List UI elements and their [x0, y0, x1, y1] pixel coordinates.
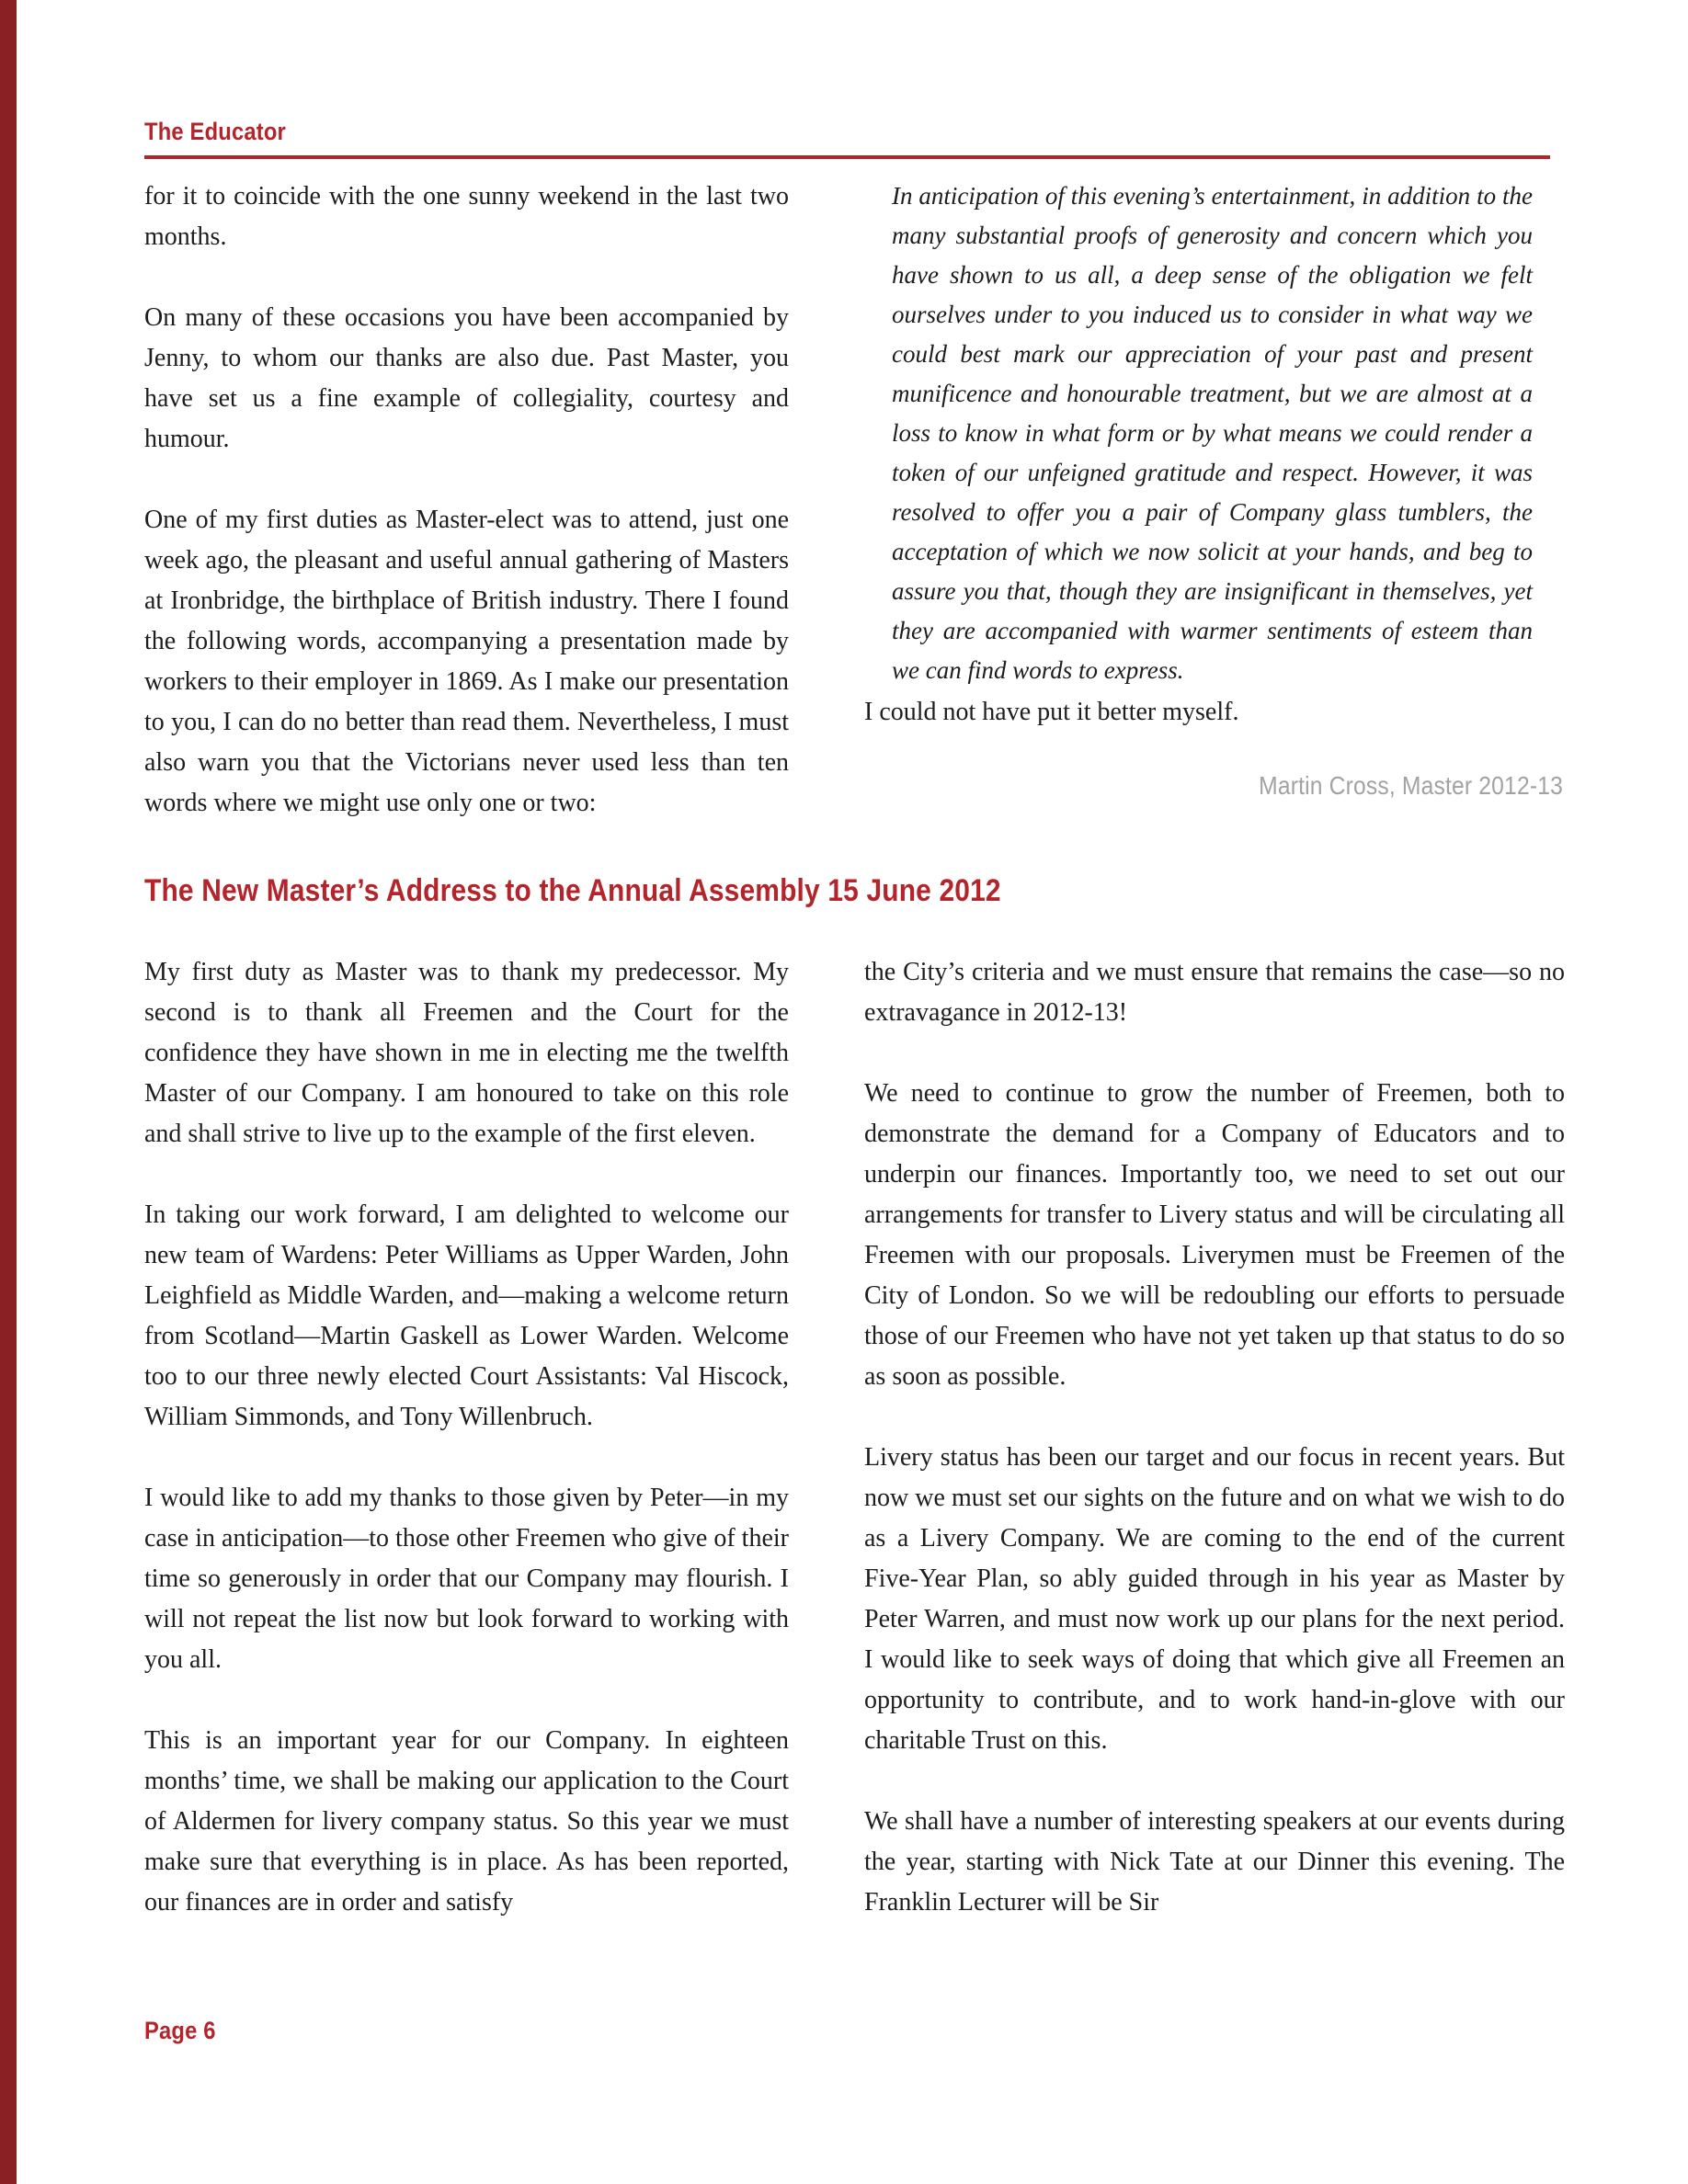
body-paragraph: We need to continue to grow the number of Freemen, both to demonstrate the demand for a Company of Educators and to underpin our finances. Importantly too, we need to set out our arrangements for transfer to Livery status and will be circulating all Freemen with our proposals. Liverymen must be Freemen of the City of London. So we will be redoubling our efforts to persuade those of our Freemen who have not yet taken up that status to do so as soon as possible. [864, 1079, 1565, 1391]
body-paragraph: I would like to add my thanks to those given by Peter—in my case in anticipation—to those other Freemen who give of their time so generously in order that our Company may flourish. I will not repeat the list now but look forward to working with you all. [144, 1484, 789, 1674]
body-paragraph: Livery status has been our target and our focus in recent years. But now we must set our sights on the future and on what we wish to do as a Livery Company. We are coming to the end of the current Five-Year Plan, so ably guided through in his year as Master by Peter Warren, and must now work up our plans for the next period. I would like to seek ways of doing that which give all Freemen an opportunity to contribute, and to work hand-in-glove with our charitable Trust on this. [864, 1443, 1565, 1755]
intro-left-column [144, 176, 789, 864]
attribution-text: Martin Cross, Master 2012-13 [1259, 771, 1563, 800]
page-number-text: Page 6 [144, 2017, 216, 2044]
page-number [144, 2017, 225, 2045]
masthead-title [144, 118, 305, 146]
body-paragraph: One of my first duties as Master-elect was to attend, just one week ago, the pleasant and useful annual gathering of Masters at Ironbridge, the birthplace of British industry. There I found the following words, accompanying a presentation made by workers to their employer in 1869. As I make our presentation to you, I can do no better than read them. Nevertheless, I must also warn you that the Victorians never used less than ten words where we might use only one or two: [144, 506, 789, 817]
body-paragraph: This is an important year for our Company. In eighteen months’ time, we shall be making our application to the Court of Aldermen for livery company status. So this year we must make sure that everything is in place. As has been reported, our finances are in order and satisfy [144, 1726, 789, 1917]
intro-right-column [864, 176, 1563, 801]
section-heading [144, 873, 1550, 909]
left-accent-bar [0, 0, 17, 2184]
masthead-title-text: The Educator [144, 118, 286, 145]
body-paragraph: My first duty as Master was to thank my predecessor. My second is to thank all Freemen and the Court for the confidence they have shown in me in electing me the twelfth Master of our Company. I am honoured to take on this role and shall strive to live up to the example of the first eleven. [144, 958, 789, 1148]
masthead-rule [144, 155, 1550, 159]
quote-followup: I could not have put it better myself. [864, 698, 1239, 726]
body-paragraph: On many of these occasions you have been accompanied by Jenny, to whom our thanks are also due. Past Master, you have set us a fine example of collegiality, courtesy and humour. [144, 303, 789, 453]
address-right-column [864, 952, 1565, 1963]
body-paragraph: for it to coincide with the one sunny weekend in the last two months. [144, 182, 789, 251]
attribution [864, 771, 1563, 801]
section-heading-text: The New Master’s Address to the Annual Assembly 15 June 2012 [144, 873, 1001, 908]
body-paragraph: We shall have a number of interesting speakers at our events during the year, starting with Nick Tate at our Dinner this evening. The Franklin Lecturer will be Sir [864, 1807, 1565, 1917]
body-paragraph: the City’s criteria and we must ensure that remains the case—so no extravagance in 2012-13! [864, 958, 1565, 1027]
address-left-column [144, 952, 789, 1963]
victorian-quote: In anticipation of this evening’s entertainment, in addition to the many substantial proofs of generosity and concern which you have shown to us all, a deep sense of the obligation we felt ourselves under to you induced us to consider in what way we could best mark our appreciation of your past and present munificence and honourable treatment, but we are almost at a loss to know in what form or by what means we could render a token of our unfeigned gratitude and respect. However, it was resolved to offer you a pair of Company glass tumblers, the acceptation of which we now solicit at your hands, and beg to assure you that, though they are insignificant in themselves, yet they are accompanied with warmer sentiments of esteem than we can find words to express. [892, 182, 1533, 684]
body-paragraph: In taking our work forward, I am delighted to welcome our new team of Wardens: Peter Williams as Upper Warden, John Leighfield as Middle Warden, and—making a welcome return from Scotland—Martin Gaskell as Lower Warden. Welcome too to our three newly elected Court Assistants: Val Hiscock, William Simmonds, and Tony Willenbruch. [144, 1200, 789, 1431]
